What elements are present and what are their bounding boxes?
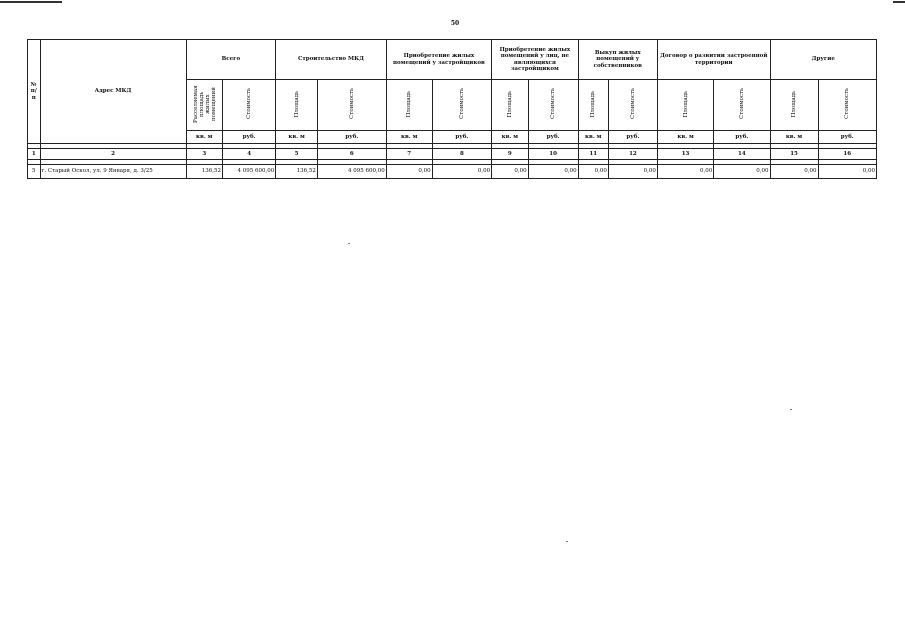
column-number: 4 (223, 149, 276, 160)
cell-value: 136,52 (186, 165, 223, 179)
subheader-area: Площадь (386, 80, 432, 131)
cell-value: 4 095 600,00 (223, 165, 276, 179)
subheader-area: Площадь (276, 80, 318, 131)
resettlement-table (27, 39, 877, 179)
unit-area: кв. м (578, 131, 608, 144)
unit-area: кв. м (276, 131, 318, 144)
row-number: 5 (28, 165, 41, 179)
cell-value: 0,00 (770, 165, 818, 179)
column-number: 13 (657, 149, 713, 160)
subheader-cost: Стоимость (223, 80, 276, 131)
group-header-purchase-developers: Приобретение жилых помещений у застройщиков (386, 40, 491, 80)
column-number: 6 (317, 149, 386, 160)
page-number: 50 (450, 20, 460, 27)
cell-value: 0,00 (818, 165, 877, 179)
column-number: 12 (608, 149, 657, 160)
column-number: 3 (186, 149, 223, 160)
col-no-header: № п/п (28, 40, 41, 144)
scan-speck (566, 541, 568, 542)
unit-area: кв. м (657, 131, 713, 144)
subheader-area: Площадь (578, 80, 608, 131)
subheader-cost: Стоимость (714, 80, 770, 131)
unit-cost: руб. (432, 131, 491, 144)
col-address-header: Адрес МКД (40, 40, 186, 144)
unit-cost: руб. (714, 131, 770, 144)
column-number: 7 (386, 149, 432, 160)
scan-line-right (893, 1, 905, 3)
group-header-other: Другие (770, 40, 876, 80)
column-number: 1 (28, 149, 41, 160)
column-number: 9 (492, 149, 529, 160)
unit-cost: руб. (317, 131, 386, 144)
group-header-purchase-non-developers: Приобретение жилых помещений у лиц, не являющихся застройщиком (492, 40, 579, 80)
column-number: 15 (770, 149, 818, 160)
group-header-buyout: Выкуп жилых помещений у собственников (578, 40, 657, 80)
cell-value: 0,00 (386, 165, 432, 179)
row-address: г. Старый Оскол, ул. 9 Января, д. 3/25 (40, 165, 186, 179)
unit-area: кв. м (770, 131, 818, 144)
cell-value: 0,00 (528, 165, 578, 179)
group-header-construction: Строительство МКД (276, 40, 387, 80)
subheader-area: Площадь (770, 80, 818, 131)
unit-area: кв. м (492, 131, 529, 144)
column-number-row (28, 149, 877, 160)
scan-speck (790, 409, 792, 410)
unit-area: кв. м (186, 131, 223, 144)
subheader-resettled-area: Расселяемая площадь жилых помещений (186, 80, 223, 131)
subheader-cost: Стоимость (528, 80, 578, 131)
column-number: 16 (818, 149, 877, 160)
subheader-area: Площадь (657, 80, 713, 131)
scan-speck (348, 243, 350, 244)
cell-value: 136,52 (276, 165, 318, 179)
cell-value: 4 095 600,00 (317, 165, 386, 179)
unit-cost: руб. (528, 131, 578, 144)
column-number: 10 (528, 149, 578, 160)
column-number: 8 (432, 149, 491, 160)
group-header-total: Всего (186, 40, 276, 80)
column-number: 5 (276, 149, 318, 160)
table-row (28, 165, 877, 179)
subheader-cost: Стоимость (608, 80, 657, 131)
column-number: 2 (40, 149, 186, 160)
scan-line-left (0, 1, 62, 3)
subheader-cost: Стоимость (818, 80, 877, 131)
group-header-development-agreement: Договор о развитии застроенной территории (657, 40, 770, 80)
unit-cost: руб. (223, 131, 276, 144)
unit-area: кв. м (386, 131, 432, 144)
cell-value: 0,00 (432, 165, 491, 179)
unit-cost: руб. (818, 131, 877, 144)
column-number: 11 (578, 149, 608, 160)
subheader-area: Площадь (492, 80, 529, 131)
subheader-cost: Стоимость (432, 80, 491, 131)
cell-value: 0,00 (714, 165, 770, 179)
cell-value: 0,00 (578, 165, 608, 179)
cell-value: 0,00 (492, 165, 529, 179)
column-number: 14 (714, 149, 770, 160)
cell-value: 0,00 (657, 165, 713, 179)
cell-value: 0,00 (608, 165, 657, 179)
unit-cost: руб. (608, 131, 657, 144)
subheader-cost: Стоимость (317, 80, 386, 131)
